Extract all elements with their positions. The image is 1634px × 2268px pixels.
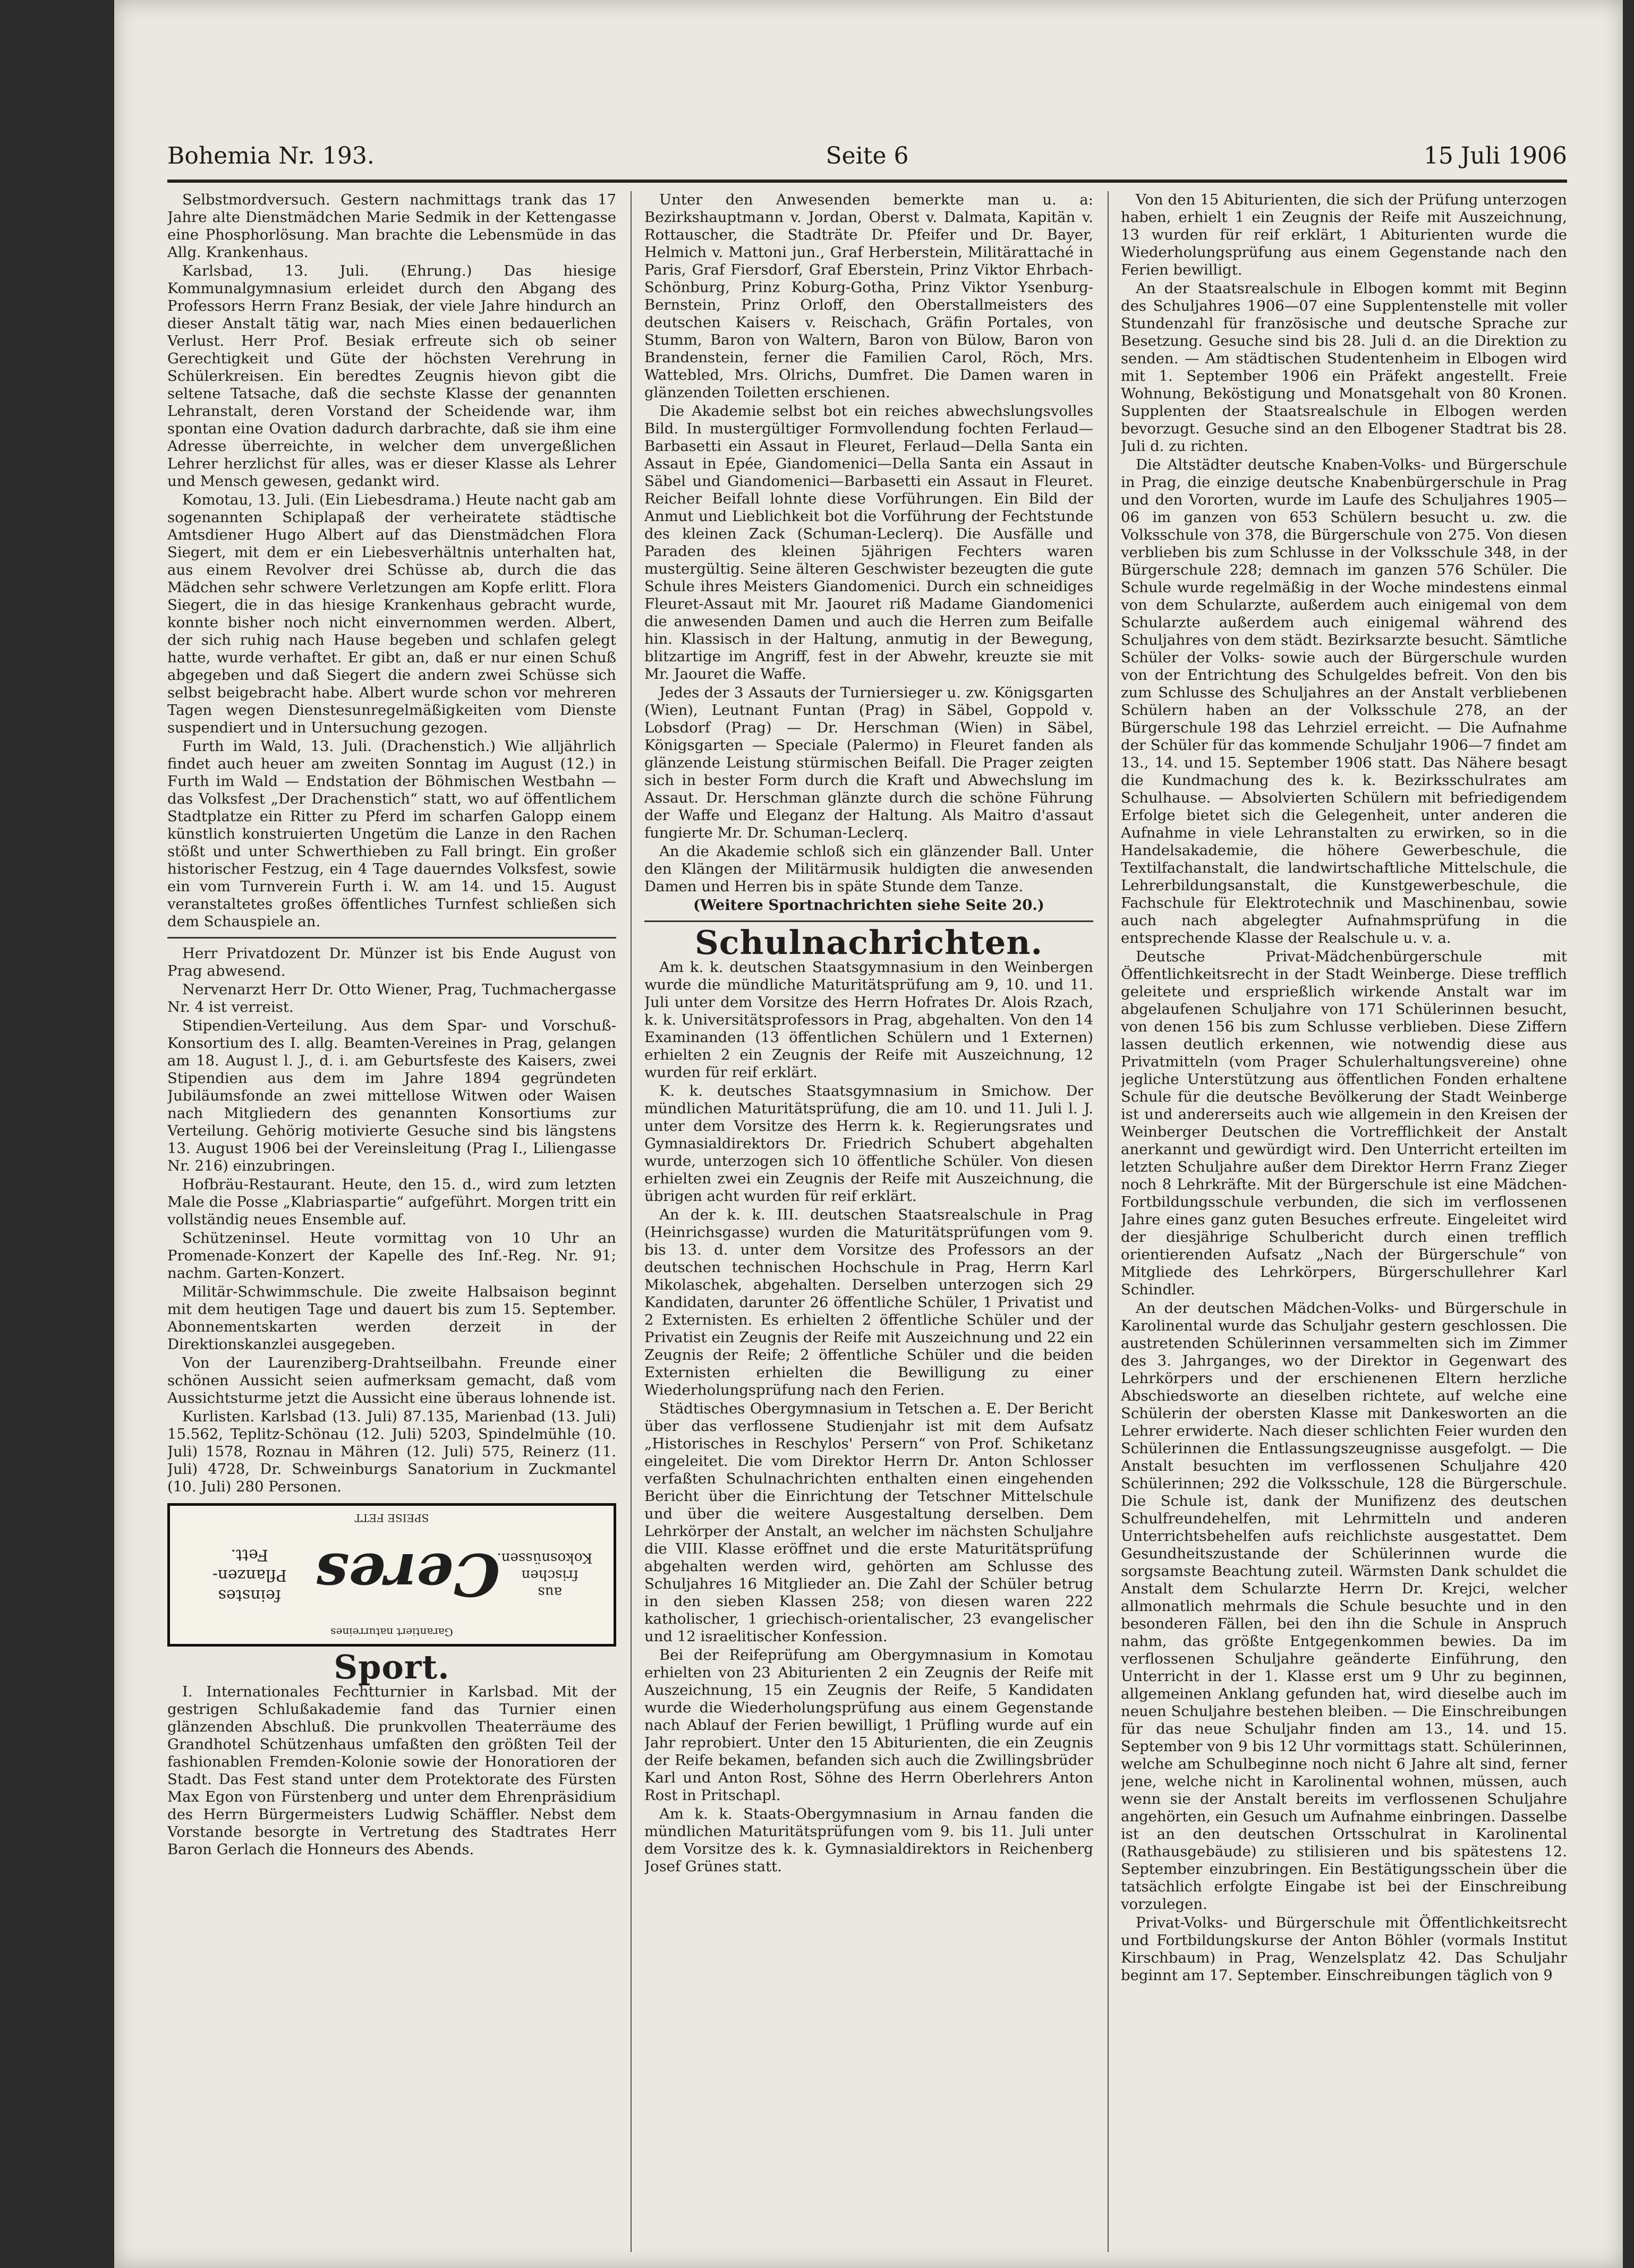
notice-drahtseilbahn: Von der Laurenziberg-Drahtseilbahn. Freunde einer schönen Aussicht seien aufmerksam gemacht, daß vom Aussichtsturme jetzt die Aussicht eine überaus lohnende ist. bbox=[167, 1354, 616, 1406]
column-rule-1 bbox=[631, 191, 632, 2252]
divider bbox=[167, 937, 616, 939]
ad-right-line-1: feinstes bbox=[218, 1586, 281, 1605]
article-karlsbad-honor: Karlsbad, 13. Juli. (Ehrung.) Das hiesige Kommunalgymnasium erleidet durch den Abgang des Professors Herrn Franz Besiak, der viele Jahre hindurch an dieser Anstalt tätig war, nach Mies einen bedauerlichen Verlust. Herr Prof. Besiak erfreute sich ob seiner Gerechtigkeit und Güte der höchsten Verehrung in Schülerkreisen. Ein beredtes Zeugnis hievon gibt die seltene Tatsache, daß die sechste Klasse der genannten Lehranstalt, deren Vorstand der Scheidende war, ihm spontan eine Ovation dadurch darbrachte, daß sie ihm eine Adresse überreichte, in welcher dem unvergeßlichen Lehrer herzlichst für alles, was er dieser Klasse als Lehrer und Mensch gewesen, gedankt wird. bbox=[167, 262, 616, 490]
article-suicide-attempt: Selbstmordversuch. Gestern nachmittags trank das 17 Jahre alte Dienstmädchen Marie Sedmik in der Kettengasse eine Phosphorlösung. Man brachte die Lebensmüde in das Allg. Krankenhaus. bbox=[167, 191, 616, 261]
article-guests: Unter den Anwesenden bemerkte man u. a: Bezirkshauptmann v. Jordan, Oberst v. Dalmata, Kapitän v. Rottauscher, die Stadträte Dr. Pfeifer und Dr. Bayer, Helmich v. Mattoni jun., Graf Herberstein, Militärattaché in Paris, Graf Fiersdorf, Graf Eberstein, Prinz Viktor Ehrbach-Schönburg, Prinz Koburg-Gotha, Prinz Viktor Ysenburg-Bernstein, Prinz Orloff, den Oberstallmeisters des deutschen Kaisers v. Reischach, Gräfin Portales, von Stumm, Baron von Waltern, Baron von Bülow, Baron von Brandenstein, ferner die Familien Carol, Röch, Mrs. Wattebled, Mrs. Olrichs, Dumfret. Die Damen waren in glänzenden Toiletten erschienen. bbox=[644, 191, 1093, 401]
ad-tagline-bottom: SPEISE FETT bbox=[354, 1512, 429, 1524]
ad-right-line-3: Fett. bbox=[231, 1546, 269, 1564]
school-weinberge: Am k. k. deutschen Staatsgymnasium in den Weinbergen wurde die mündliche Maturitätsprüfung am 9, 10. und 11. Juli unter dem Vorsitze des Herrn Hofrates Dr. Alois Rzach, k. k. Universitätsprofessors in Prag, abgehalten. Von den 14 Examinanden (13 öffentlichen Schülern und 1 Externen) erhielten 2 ein Zeugnis der Reife mit Auszeichnung, 12 wurden für reif erklärt. bbox=[644, 959, 1093, 1081]
notice-hofbraeu: Hofbräu-Restaurant. Heute, den 15. d., wird zum letzten Male die Posse „Klabriaspartie“ aufgeführt. Morgen tritt ein vollständig neues Ensemble auf. bbox=[167, 1176, 616, 1228]
column-rule-2 bbox=[1108, 191, 1109, 2252]
school-boehler: Privat-Volks- und Bürgerschule mit Öffentlichkeitsrecht und Fortbildungskurse der Anton Böhler (vormals Institut Kirschbaum) in Prag, Wenzelsplatz 42. Das Schuljahr beginnt am 17. September. Einschreibungen täglich von 9 bbox=[1121, 1914, 1567, 1984]
page-number: Seite 6 bbox=[825, 142, 909, 169]
article-fechtturnier: I. Internationales Fechtturnier in Karlsbad. Mit der gestrigen Schlußakademie fand das Turnier einen glänzenden Abschluß. Die prunkvollen Theaterräume des Grandhotel Schützenhaus umfaßten den größten Teil der fashionablen Fremden-Kolonie sowie der Honoratioren der Stadt. Das Fest stand unter dem Protektorate des Fürsten Max Egon von Fürstenberg und unter dem Ehrenpräsidium des Herrn Bürgermeisters Ludwig Schäffler. Nebst dem Vorstande besorgte in Vertretung des Stadtrates Herr Baron Gerlach die Honneurs des Abends. bbox=[167, 1683, 616, 1858]
ad-left-line-1: aus bbox=[538, 1584, 562, 1600]
column-1 bbox=[167, 191, 616, 2252]
article-komotau-drama: Komotau, 13. Juli. (Ein Liebesdrama.) Heute nacht gab am sogenannten Schiplapaß der verheiratete städtische Amtsdiener Hugo Albert auf das Dienstmädchen Flora Siegert, mit dem er ein Liebesverhältnis unterhalten hat, aus einem Revolver drei Schüsse ab, durch die das Mädchen sehr schwere Verletzungen am Kopfe erlitt. Flora Siegert, die in das hiesige Krankenhaus gebracht wurde, konnte bisher noch nicht einvernommen werden. Albert, der sich ruhig nach Hause begeben und schlafen gelegt hatte, wurde verhaftet. Er gibt an, daß er nur einen Schuß abgegeben und daß Siegert die andern zwei Schüsse sich selbst beigebracht habe. Albert wurde schon vor mehreren Tagen wegen Dienstesunregelmäßigkeiten vom Dienste suspendiert und in Untersuchung gezogen. bbox=[167, 491, 616, 736]
issue-number: Bohemia Nr. 193. bbox=[167, 142, 375, 169]
divider bbox=[644, 920, 1093, 922]
school-arnau: Am k. k. Staats-Obergymnasium in Arnau fanden die mündlichen Maturitätsprüfungen vom 9. bis 11. Juli unter dem Vorsitze des k. k. Gymnasialdirektors in Reichenberg Josef Grünes statt. bbox=[644, 1805, 1093, 1875]
ceres-logo: Ceres bbox=[315, 1540, 500, 1609]
masthead-rule bbox=[167, 180, 1567, 183]
school-altstaedter: Die Altstädter deutsche Knaben-Volks- und Bürgerschule in Prag, die einzige deutsche Knabenbürgerschule in Prag und den Vororten, wurde im Laufe des Schuljahres 1905—06 im ganzen von 653 Schülern besucht u. zw. die Volksschule von 378, die Bürgerschule von 275. Von diesen verblieben bis zum Schlusse in der Volksschule 348, in der Bürgerschule 228; demnach im ganzen 576 Schüler. Die Schule wurde regelmäßig in der Woche mindestens einmal von dem Schularzte, außerdem auch einigemal von dem Schularzte außerdem auch einigemal während des Schuljahres von dem städt. Bezirksarzte besucht. Sämtliche Schüler der Volks- sowie auch der Bürgerschule wurden von der Entrichtung des Schulgeldes befreit. Von den bis zum Schlusse des Schuljahres an der Anstalt verbliebenen Schülern haben an der Volksschule 278, an der Bürgerschule 198 das Lehrziel erreicht. — Die Aufnahme der Schüler für das kommende Schuljahr 1906—7 findet am 13., 14. und 15. September 1906 statt. Das Nähere besagt die Kundmachung des k. k. Bezirksschulrates am Schulhause. — Absolvierten Schülern mit befriedigendem Erfolge bietet sich die Gelegenheit, unter anderen die Aufnahme in viele Lehranstalten zu erwirken, so in die Handelsakademie, die höhere Gewerbeschule, die Textilfachanstalt, die landwirtschaftliche Mittelschule, die Lehrerbildungsanstalt, die Kunstgewerbeschule, die Fachschule für Elektrotechnik und Maschinenbau, sowie auch nach abgelegter Aufnahmsprüfung in die entsprechende Klasse der Realschule u. v. a. bbox=[1121, 456, 1567, 947]
column-2 bbox=[644, 191, 1093, 2252]
notice-schwimmschule: Militär-Schwimmschule. Die zweite Halbsaison beginnt mit dem heutigen Tage und dauert bis zum 15. September. Abonnementskarten werden derzeit in der Direktionskanzlei ausgegeben. bbox=[167, 1283, 616, 1353]
ad-left-text bbox=[497, 1549, 593, 1600]
article-ball: An die Akademie schloß sich ein glänzender Ball. Unter den Klängen der Militärmusik huldigten die anwesenden Damen und Herren bis in späte Stunde dem Tanze. bbox=[644, 843, 1093, 895]
notice-wiener: Nervenarzt Herr Dr. Otto Wiener, Prag, Tuchmachergasse Nr. 4 ist verreist. bbox=[167, 981, 616, 1016]
school-news-heading: Schulnachrichten. bbox=[694, 923, 1043, 962]
school-weinberge-maedchen: Deutsche Privat-Mädchenbürgerschule mit Öffentlichkeitsrecht in der Stadt Weinberge. Diese trefflich geleitete und ersprießlich wirkende Anstalt war im abgelaufenen Schuljahre von 171 Schülerinnen besucht, von denen 156 bis zum Schlusse verblieben. Diese Ziffern lassen deutlich erkennen, wie notwendig diese aus Privatmitteln (vom Prager Schulerhaltungsvereine) ohne jegliche Unterstützung aus öffentlichen Fonden erhaltene Schule für die deutsche Bevölkerung der Stadt Weinberge ist und andererseits auch wie allgemein in den Kreisen der Weinberger Deutschen die Vortrefflichkeit der Anstalt anerkannt und gewürdigt wird. Den Unterricht erteilten im letzten Schuljahre außer dem Direktor Herrn Franz Zieger noch 8 Lehrkräfte. Mit der Bürgerschule ist eine Mädchen-Fortbildungsschule verbunden, die sich im verflossenen Jahre eines ganz guten Besuches erfreute. Eingeleitet wird der diesjährige Schulbericht durch einen trefflich orientierenden Aufsatz „Nach der Bürgerschule“ von Mitgliede des Lehrkörpers, Bürgerschullehrer Karl Schindler. bbox=[1121, 948, 1567, 1298]
ad-left-line-2: frischen bbox=[521, 1567, 578, 1583]
ad-left-line-3: Kokosnüssen. bbox=[497, 1550, 593, 1566]
issue-date: 15 Juli 1906 bbox=[1423, 142, 1567, 169]
sport-heading: Sport. bbox=[334, 1648, 450, 1686]
newspaper-page bbox=[114, 0, 1623, 2268]
school-tetschen: Städtisches Obergymnasium in Tetschen a. E. Der Bericht über das verflossene Studienjahr ist mit dem Aufsatz „Historisches in Reschylos' Persern“ von Prof. Schiketanz eingeleitet. Die vom Direktor Herrn Dr. Anton Schlosser verfaßten Schulnachrichten enthalten einen eingehenden Bericht über die Einrichtung der Tetschner Mittelschule und über die weitere Ausgestaltung derselben. Dem Lehrkörper der Anstalt, an welcher im nächsten Schuljahre die VIII. Klasse eröffnet und die erste Maturitätsprüfung abgehalten werden wird, gehörten am Schlusse des Schuljahres 16 Mitglieder an. Die Zahl der Schüler betrug in den sieben Klassen 258; von diesen waren 222 katholischer, 1 griechisch-orientalischer, 23 evangelischer und 12 israelitischer Konfession. bbox=[644, 1400, 1093, 1645]
notice-stipendien: Stipendien-Verteilung. Aus dem Spar- und Vorschuß-Konsortium des I. allg. Beamten-Vereines in Prag, gelangen am 18. August l. J., d. i. am Geburtsfeste des Kaisers, zwei Stipendien aus dem im Jahre 1894 gegründeten Jubiläumsfonde an zwei mittellose Witwen oder Waisen nach Mitgliedern des genannten Konsortiums zur Verteilung. Gehörig motivierte Gesuche sind bis längstens 13. August 1906 bei der Vereinsleitung (Prag I., Liliengasse Nr. 216) einzubringen. bbox=[167, 1017, 616, 1174]
school-komotau: Bei der Reifeprüfung am Obergymnasium in Komotau erhielten von 23 Abiturienten 2 ein Zeugnis der Reife mit Auszeichnung, 15 ein Zeugnis der Reife, 5 Kandidaten wurde die Wiederholungsprüfung aus einem Gegenstande nach Ablauf der Ferien bewilligt, 1 Prüfling wurde auf ein Jahr reprobiert. Unter den 15 Abiturienten, die ein Zeugnis der Reife bekamen, befanden sich auch die Zwillingsbrüder Karl und Anton Rost, Söhne des Herrn Oberlehrers Anton Rost in Pritschapl. bbox=[644, 1647, 1093, 1804]
ad-tagline-top: Garantiert naturreines bbox=[330, 1626, 453, 1639]
school-elbogen: An der Staatsrealschule in Elbogen kommt mit Beginn des Schuljahres 1906—07 eine Supplentenstelle mit voller Stundenzahl für französische und deutsche Sprache zur Besetzung. Gesuche sind bis 28. Juli d. an die Direktion zu senden. — Am städtischen Studentenheim in Elbogen wird mit 1. September 1906 ein Präfekt angestellt. Freie Wohnung, Beköstigung und Monatsgehalt von 80 Kronen. Supplenten der Staatsrealschule in Elbogen werden bevorzugt. Gesuche sind an den Elbogener Stadtrat bis 28. Juli d. zu richten. bbox=[1121, 280, 1567, 455]
article-assauts: Jedes der 3 Assauts der Turniersieger u. zw. Königsgarten (Wien), Leutnant Funtan (Prag) in Säbel, Goppold v. Lobsdorf (Prag) — Dr. Herschman (Wien) in Säbel, Königsgarten — Speciale (Palermo) in Fleuret fanden als glänzende Leistung stürmischen Beifall. Die Prager zeigten sich in bester Form durch die Kraft und Abwechslung im Assaut. Dr. Herschman glänzte durch die schöne Führung der Waffe und Eleganz der Haltung. Als Maitro d'assaut fungierte Mr. Dr. Schuman-Leclerq. bbox=[644, 684, 1093, 841]
ceres-ad-inverted bbox=[170, 1506, 614, 1644]
notice-schuetzeninsel: Schützeninsel. Heute vormittag von 10 Uhr an Promenade-Konzert der Kapelle des Inf.-Reg. Nr. 91; nachm. Garten-Konzert. bbox=[167, 1230, 616, 1282]
school-realschule-prag: An der k. k. III. deutschen Staatsrealschule in Prag (Heinrichsgasse) wurden die Maturitätsprüfungen vom 9. bis 13. d. unter dem Vorsitze des Professors an der deutschen technischen Hochschule in Prag, Herrn Karl Mikolaschek, abgehalten. Derselben unterzogen sich 29 Kandidaten, darunter 26 öffentliche Schüler, 1 Privatist und 2 Externisten. Es erhielten 2 öffentliche Schüler und der Privatist ein Zeugnis der Reife mit Auszeichnung und 22 ein Zeugnis der Reife; 2 öffentliche Schüler und die beiden Externisten erhielten die Bewilligung zu einer Wiederholungsprüfung nach den Ferien. bbox=[644, 1206, 1093, 1399]
article-furth-drachenstich: Furth im Wald, 13. Juli. (Drachenstich.) Wie alljährlich findet auch heuer am zweiten Sonntag im August (12.) in Furth im Wald — Endstation der Böhmischen Westbahn — das Volksfest „Der Drachenstich“ statt, wo auf öffentlichem Stadtplatze ein Ritter zu Pferd im scharfen Galopp einem künstlich konstruierten Ungetüm die Lanze in den Rachen stößt und unter Schwerthieben zu Fall bringt. Ein großer historischer Festzug, ein 4 Tage dauerndes Volksfest, sowie ein vom Turnverein Furth i. W. am 14. und 15. August veranstaltetes großes öffentliches Turnfest schließen sich dem Schauspiele an. bbox=[167, 738, 616, 930]
ad-right-line-2: Pflanzen- bbox=[212, 1566, 287, 1584]
column-3 bbox=[1121, 191, 1567, 2252]
sport-continued-note: (Weitere Sportnachrichten siehe Seite 20.) bbox=[693, 897, 1044, 914]
ceres-advertisement bbox=[167, 1503, 616, 1647]
notice-muenzer: Herr Privatdozent Dr. Münzer ist bis Ende August von Prag abwesend. bbox=[167, 945, 616, 979]
school-smichow: K. k. deutsches Staatsgymnasium in Smichow. Der mündlichen Maturitätsprüfung, die am 10. und 11. Juli l. J. unter dem Vorsitze des Herrn k. k. Regierungsrates und Gymnasialdirektors Dr. Friedrich Schubert abgehalten wurde, unterzogen sich 10 öffentliche Schüler. Von diesen erhielten zwei ein Zeugnis der Reife mit Auszeichnung, die übrigen acht wurden für reif erklärt. bbox=[644, 1082, 1093, 1205]
school-karolinental: An der deutschen Mädchen-Volks- und Bürgerschule in Karolinental wurde das Schuljahr gestern geschlossen. Die austretenden Schülerinnen versammelten sich im Zimmer des 3. Jahrganges, wo der Direktor in Gegenwart des Lehrkörpers und der erschienenen Eltern herzliche Abschiedsworte an dieselben richtete, auf welche eine Schülerin der obersten Klasse mit Dankesworten an die Lehrer erwiderte. Nach dieser schlichten Feier wurden den Schülerinnen die Entlassungszeugnisse ausgefolgt. — Die Anstalt besuchten im verflossenen Schuljahre 420 Schülerinnen; 292 die Volksschule, 128 die Bürgerschule. Die Schule ist, dank der Munifizenz des deutschen Schulfreundehelfen, mit Lehrmitteln und anderen Unterrichtsbehelfen aufs reichlichste ausgestattet. Dem Gesundheitszustande der Schülerinnen wurde die sorgsamste Beachtung zuteil. Wärmsten Dank schuldet die Anstalt dem Schularzte Herrn Dr. Krejci, welcher allmonatlich mehrmals die Schule besuchte und in den besonderen Fällen, bei den ihn die Schule in Anspruch nahm, das größte Entgegenkommen bewies. Da im verflossenen Schuljahre geänderte Einführung, den Unterricht in der 1. Klasse erst um 9 Uhr zu beginnen, allgemeinen Anklang gefunden hat, wird dieselbe auch im neuen Schuljahre bestehen bleiben. — Die Einschreibungen für das neue Schuljahr finden am 13., 14. und 15. September von 9 bis 12 Uhr vormittags statt. Schülerinnen, welche am Schulbeginne noch nicht 6 Jahre alt sind, ferner jene, welche nicht in Karolinental wohnen, müssen, auch wenn sie der Anstalt bereits im verflossenen Schuljahre angehörten, ein Gesuch um Aufnahme einbringen. Dasselbe ist an den deutschen Ortsschulrat in Karolinental (Rathausgebäude) zu stilisieren und bis spätestens 12. September einzubringen. Ein Bestätigungsschein über die tatsächlich erfolgte Eingabe ist bei der Einschreibung vorzulegen. bbox=[1121, 1300, 1567, 1913]
masthead bbox=[167, 142, 1567, 181]
ad-right-text bbox=[191, 1545, 308, 1605]
notice-kurlisten: Kurlisten. Karlsbad (13. Juli) 87.135, Marienbad (13. Juli) 15.562, Teplitz-Schönau (12. Juli) 5203, Spindelmühle (10. Juli) 1578, Roznau in Mähren (12. Juli) 575, Reinerz (11. Juli) 4728, Dr. Schweinburgs Sanatorium in Zuckmantel (10. Juli) 280 Personen. bbox=[167, 1408, 616, 1495]
article-akademie: Die Akademie selbst bot ein reiches abwechslungsvolles Bild. In mustergültiger Formvollendung fochten Ferlaud—Barbasetti ein Assaut in Fleuret, Ferlaud—Della Santa ein Assaut in Epée, Giandomenici—Della Santa ein Assaut in Säbel und Giandomenici—Barbasetti ein Assaut in Fleuret. Reicher Beifall lohnte diese Vorführungen. Ein Bild der Anmut und Lieblichkeit bot die Vorführung der Fechtstunde des kleinen Zack (Schuman-Leclerq). Die Ausfälle und Paraden des kleinen 5jährigen Fechters waren mustergültig. Seine älteren Geschwister bezeugten die gute Schule ihres Meisters Giandomenici. Durch ein schneidiges Fleuret-Assaut mit Mr. Jaouret riß Madame Giandomenici die anwesenden Damen und auch die Herren zum Beifalle hin. Klassisch in der Haltung, anmutig in der Bewegung, blitzartige im Angriff, fest in der Abwehr, kreuzte sie mit Mr. Jaouret die Waffe. bbox=[644, 403, 1093, 683]
school-arnau-results: Von den 15 Abiturienten, die sich der Prüfung unterzogen haben, erhielt 1 ein Zeugnis der Reife mit Auszeichnung, 13 wurden für reif erklärt, 1 Abiturienten wurde die Wiederholungsprüfung aus einem Gegenstande nach den Ferien bewilligt. bbox=[1121, 191, 1567, 278]
